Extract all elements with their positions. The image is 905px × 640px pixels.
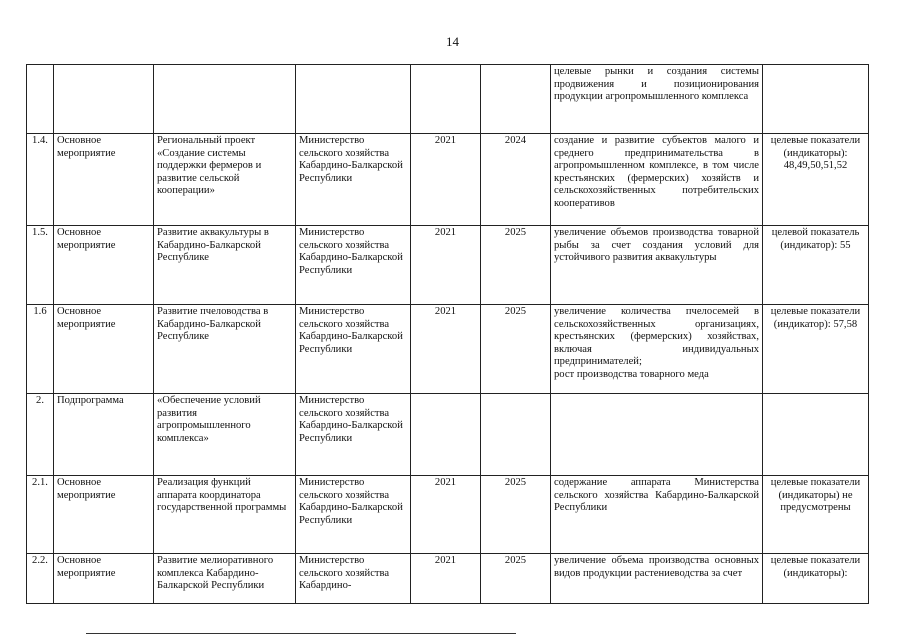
expected-result-cell: увеличение объема производства основных видов продукции растениеводства за счет	[551, 554, 763, 604]
expected-result-cell: содержание аппарата Министерства сельского хозяйства Кабардино-Балкарской Республики	[551, 476, 763, 554]
activity-type-cell: Подпрограмма	[54, 394, 154, 476]
table-row	[27, 394, 869, 476]
activity-name-cell: Развитие мелиоративного комплекса Кабардино-Балкарской Республики	[154, 554, 296, 604]
table-row	[27, 226, 869, 305]
activity-name-cell: «Обеспечение условий развития агропромышленного комплекса»	[154, 394, 296, 476]
page-number: 14	[446, 34, 459, 49]
indicator-cell: целевые показатели (индикаторы) не предусмотрены	[763, 476, 869, 554]
footer-rule	[86, 633, 516, 634]
activity-type-cell: Основное мероприятие	[54, 476, 154, 554]
end-year-cell: 2025	[481, 476, 551, 554]
expected-result-cell: создание и развитие субъектов малого и среднего предпринимательства в агропромышленном комплексе, в том числе крестьянских (фермерских) хозяйств и сельскохозяйственных потребительских кооперативов	[551, 134, 763, 226]
activity-type-cell: Основное мероприятие	[54, 226, 154, 305]
start-year-cell: 2021	[411, 305, 481, 394]
end-year-cell: 2025	[481, 554, 551, 604]
indicator-cell	[763, 65, 869, 134]
table-row	[27, 305, 869, 394]
start-year-cell: 2021	[411, 476, 481, 554]
indicator-cell	[763, 394, 869, 476]
end-year-cell: 2025	[481, 226, 551, 305]
activity-name-cell: Развитие пчеловодства в Кабардино-Балкарской Республике	[154, 305, 296, 394]
table-row	[27, 554, 869, 604]
expected-result-cell: увеличение объемов производства товарной рыбы за счет создания условий для устойчивого развития аквакультуры	[551, 226, 763, 305]
row-number-cell: 2.2.	[27, 554, 54, 604]
activity-type-cell	[54, 65, 154, 134]
table-row	[27, 65, 869, 134]
executor-cell	[296, 65, 411, 134]
indicator-cell: целевые показатели (индикаторы):	[763, 554, 869, 604]
row-number-cell	[27, 65, 54, 134]
activity-name-cell: Региональный проект «Создание системы поддержки фермеров и развитие сельской кооперации»	[154, 134, 296, 226]
end-year-cell: 2024	[481, 134, 551, 226]
row-number-cell: 1.4.	[27, 134, 54, 226]
expected-result-cell	[551, 394, 763, 476]
start-year-cell	[411, 394, 481, 476]
indicator-cell: целевой показатель (индикатор): 55	[763, 226, 869, 305]
activity-name-cell: Реализация функций аппарата координатора государственной программы	[154, 476, 296, 554]
start-year-cell: 2021	[411, 226, 481, 305]
indicator-cell: целевые показатели (индикаторы): 48,49,50,51,52	[763, 134, 869, 226]
table-row	[27, 134, 869, 226]
end-year-cell	[481, 65, 551, 134]
activity-type-cell: Основное мероприятие	[54, 554, 154, 604]
start-year-cell	[411, 65, 481, 134]
expected-result-cell: увеличение количества пчелосемей в сельскохозяйственных организациях, крестьянских (фермерских) хозяйствах, включая индивидуальных предпринимателей; рост производства товарного меда	[551, 305, 763, 394]
activity-type-cell: Основное мероприятие	[54, 305, 154, 394]
end-year-cell	[481, 394, 551, 476]
executor-cell: Министерство сельского хозяйства Кабардино-Балкарской Республики	[296, 226, 411, 305]
executor-cell: Министерство сельского хозяйства Кабардино-Балкарской Республики	[296, 305, 411, 394]
row-number-cell: 1.6	[27, 305, 54, 394]
expected-result-cell: целевые рынки и создания системы продвижения и позиционирования продукции агропромышленного комплекса	[551, 65, 763, 134]
executor-cell: Министерство сельского хозяйства Кабардино-Балкарской Республики	[296, 476, 411, 554]
row-number-cell: 2.1.	[27, 476, 54, 554]
table-row	[27, 476, 869, 554]
activity-name-cell	[154, 65, 296, 134]
executor-cell: Министерство сельского хозяйства Кабардино-Балкарской Республики	[296, 134, 411, 226]
executor-cell: Министерство сельского хозяйства Кабардино-Балкарской Республики	[296, 394, 411, 476]
row-number-cell: 1.5.	[27, 226, 54, 305]
indicator-cell: целевые показатели (индикатор): 57,58	[763, 305, 869, 394]
row-number-cell: 2.	[27, 394, 54, 476]
program-activities-table	[26, 64, 869, 604]
activity-name-cell: Развитие аквакультуры в Кабардино-Балкарской Республике	[154, 226, 296, 305]
activity-type-cell: Основное мероприятие	[54, 134, 154, 226]
start-year-cell: 2021	[411, 554, 481, 604]
start-year-cell: 2021	[411, 134, 481, 226]
end-year-cell: 2025	[481, 305, 551, 394]
executor-cell: Министерство сельского хозяйства Кабардино-	[296, 554, 411, 604]
